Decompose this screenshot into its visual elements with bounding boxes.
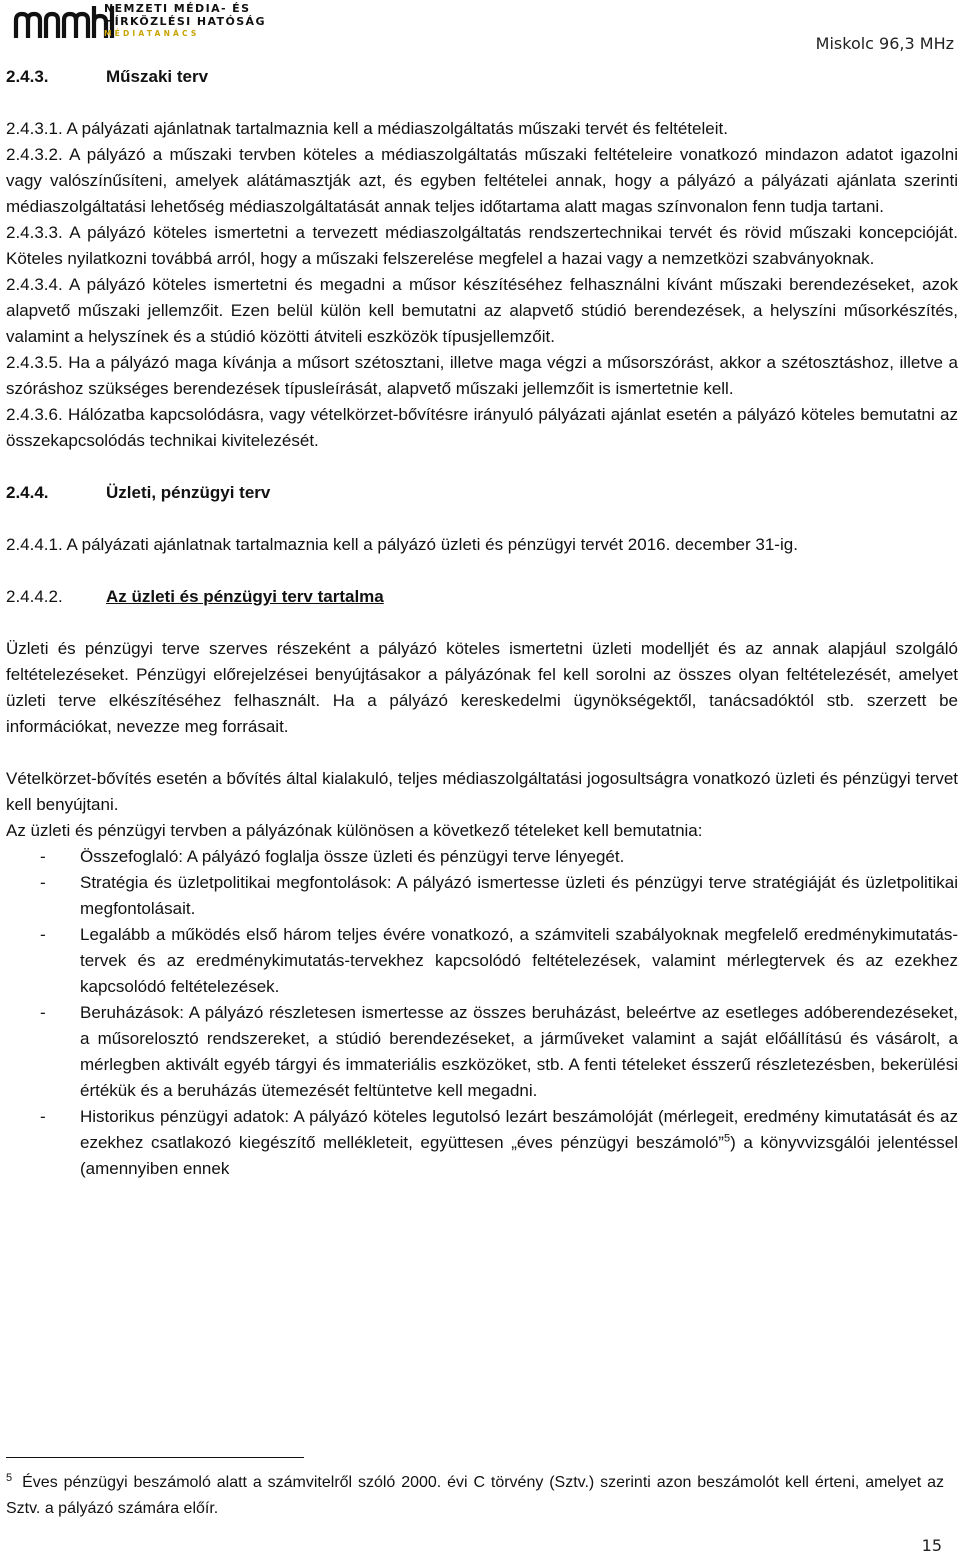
para-reception-area: Vételkörzet-bővítés esetén a bővítés által kialakuló, teljes médiaszolgáltatási jogosultságra vonatkozó üzleti és pénzügyi tervet kell benyújtani.: [6, 769, 958, 814]
footnote: $^5$ Éves pénzügyi beszámoló alatt a számvitelről szóló 2000. évi C törvény (Sztv.) szerinti azon beszámolót kell érteni, amelyet az Sztv. a pályázó számára előír.: [6, 1471, 944, 1517]
page-number: 15: [921, 1536, 942, 1555]
para-2-4-3-5: 2.4.3.5. Ha a pályázó maga kívánja a műsort szétosztani, illetve maga végzi a műsorszórást, akkor a szétosztáshoz, illetve a szóráshoz szükséges berendezések típusleírását, alapvető műszaki jellemzőit is ismertetnie kell.: [6, 353, 958, 398]
para-2-4-3-1: 2.4.3.1. A pályázati ajánlatnak tartalmaznia kell a médiaszolgáltatás műszaki tervét és feltételeit.: [6, 119, 728, 138]
document-body: [6, 64, 958, 1182]
list-item: - Historikus pénzügyi adatok: A pályázó köteles legutolsó lezárt beszámolóját (mérlegeit, eredmény kimutatását és az ezekhez csatlakozó kiegészítő mellékleteit, együttesen „éves pénzügyi beszámoló”$^5$) a könyvvizsgálói jelentéssel (amennyiben ennek: [40, 1107, 958, 1178]
station-label: Miskolc 96,3 MHz: [815, 34, 954, 53]
section-heading-2-4-4: 2.4.4. Üzleti, pénzügyi terv: [6, 483, 271, 502]
para-2-4-3-3: 2.4.3.3. A pályázó köteles ismertetni a tervezett médiaszolgáltatás rendszertechnikai tervét és rövid műszaki koncepcióját. Köteles nyilatkozni továbbá arról, hogy a műszaki felszerelése megfelel a hazai vagy a nemzetközi szabványoknak.: [6, 223, 958, 268]
para-business-model: Üzleti és pénzügyi terve szerves részeként a pályázó köteles ismertetni üzleti modelljét és az annak alapjául szolgáló feltételezéseket. Pénzügyi előrejelzései benyújtásakor a pályázónak fel kell sorolni az összes olyan feltételezését, amelyet üzleti terve elkészítéséhez felhasznált. Ha a pályázó kereskedelmi ügynökségektől, tanácsadóktól stb. szerzett be információkat, nevezze meg forrásait.: [6, 639, 958, 736]
logo-wordmark: NEMZETI MÉDIA- ÉS HÍRKÖZLÉSI HATÓSÁG MÉDIATANÁCS: [104, 2, 266, 38]
para-2-4-3-6: 2.4.3.6. Hálózatba kapcsolódásra, vagy vételkörzet-bővítésre irányuló pályázati ajánlat esetén a pályázó köteles bemutatni az összekapcsolódás technikai kivitelezését.: [6, 405, 958, 450]
para-2-4-4-1: 2.4.4.1. A pályázati ajánlatnak tartalmaznia kell a pályázó üzleti és pénzügyi tervét 2016. december 31-ig.: [6, 535, 798, 554]
para-items-intro: Az üzleti és pénzügyi tervben a pályázónak különösen a következő tételeket kell bemutatnia:: [6, 821, 703, 840]
list-item: - Stratégia és üzletpolitikai megfontolások: A pályázó ismertesse üzleti és pénzügyi terve stratégiáját és üzletpolitikai megfontolásait.: [40, 873, 958, 918]
para-2-4-3-2: 2.4.3.2. A pályázó a műszaki tervben köteles a médiaszolgáltatás műszaki feltételeire vonatkozó mindazon adatot igazolni vagy valószínűsíteni, amelyek alátámasztják azt, és egyben feltételei annak, hogy a pályázó a pályázati ajánlata szerinti médiaszolgáltatási lehetőség médiaszolgáltatását annak teljes időtartama alatt magas színvonalon fenn tudja tartani.: [6, 145, 958, 216]
footnote-separator: [6, 1457, 304, 1458]
footnote-reference: 5: [723, 1132, 731, 1145]
list-item: - Legalább a működés első három teljes évére vonatkozó, a számviteli szabályoknak megfelelő eredménykimutatás-tervek és az eredménykimutatás-tervekhez kapcsolódó feltételezések, valamint mérlegtervek és az ezekhez kapcsolódó feltételezések.: [40, 925, 958, 996]
section-heading-2-4-3: 2.4.3. Műszaki terv: [6, 67, 209, 86]
para-2-4-3-4: 2.4.3.4. A pályázó köteles ismertetni és megadni a műsor készítéséhez felhasználni kívánt műszaki berendezéseket, azok alapvető műszaki jellemzőit. Ezen belül külön kell bemutatni az alapvető stúdió berendezések, a helyszíni műsorkészítés, valamint a helyszínek és a stúdió közötti átviteli eszközök típusjellemzőit.: [6, 275, 958, 346]
page-header: [0, 0, 960, 56]
subheading-2-4-4-2: 2.4.4.2. Az üzleti és pénzügyi terv tartalma: [6, 587, 384, 606]
list-item: - Beruházások: A pályázó részletesen ismertesse az összes beruházást, beleértve az esetleges adóberendezéseket, a műsorelosztó rendszereket, a stúdió berendezéseket, a járműveket valamint a saját előállítású és vásárolt, a mérlegben aktivált egyéb tárgyi és immateriális eszközöket, stb. A fenti tételeket ésszerű részletezésben, bekerülési értékük és a beruházás ütemezését feltüntetve kell megadni.: [40, 1003, 958, 1100]
list-item: - Összefoglaló: A pályázó foglalja össze üzleti és pénzügyi terve lényegét.: [40, 847, 625, 866]
